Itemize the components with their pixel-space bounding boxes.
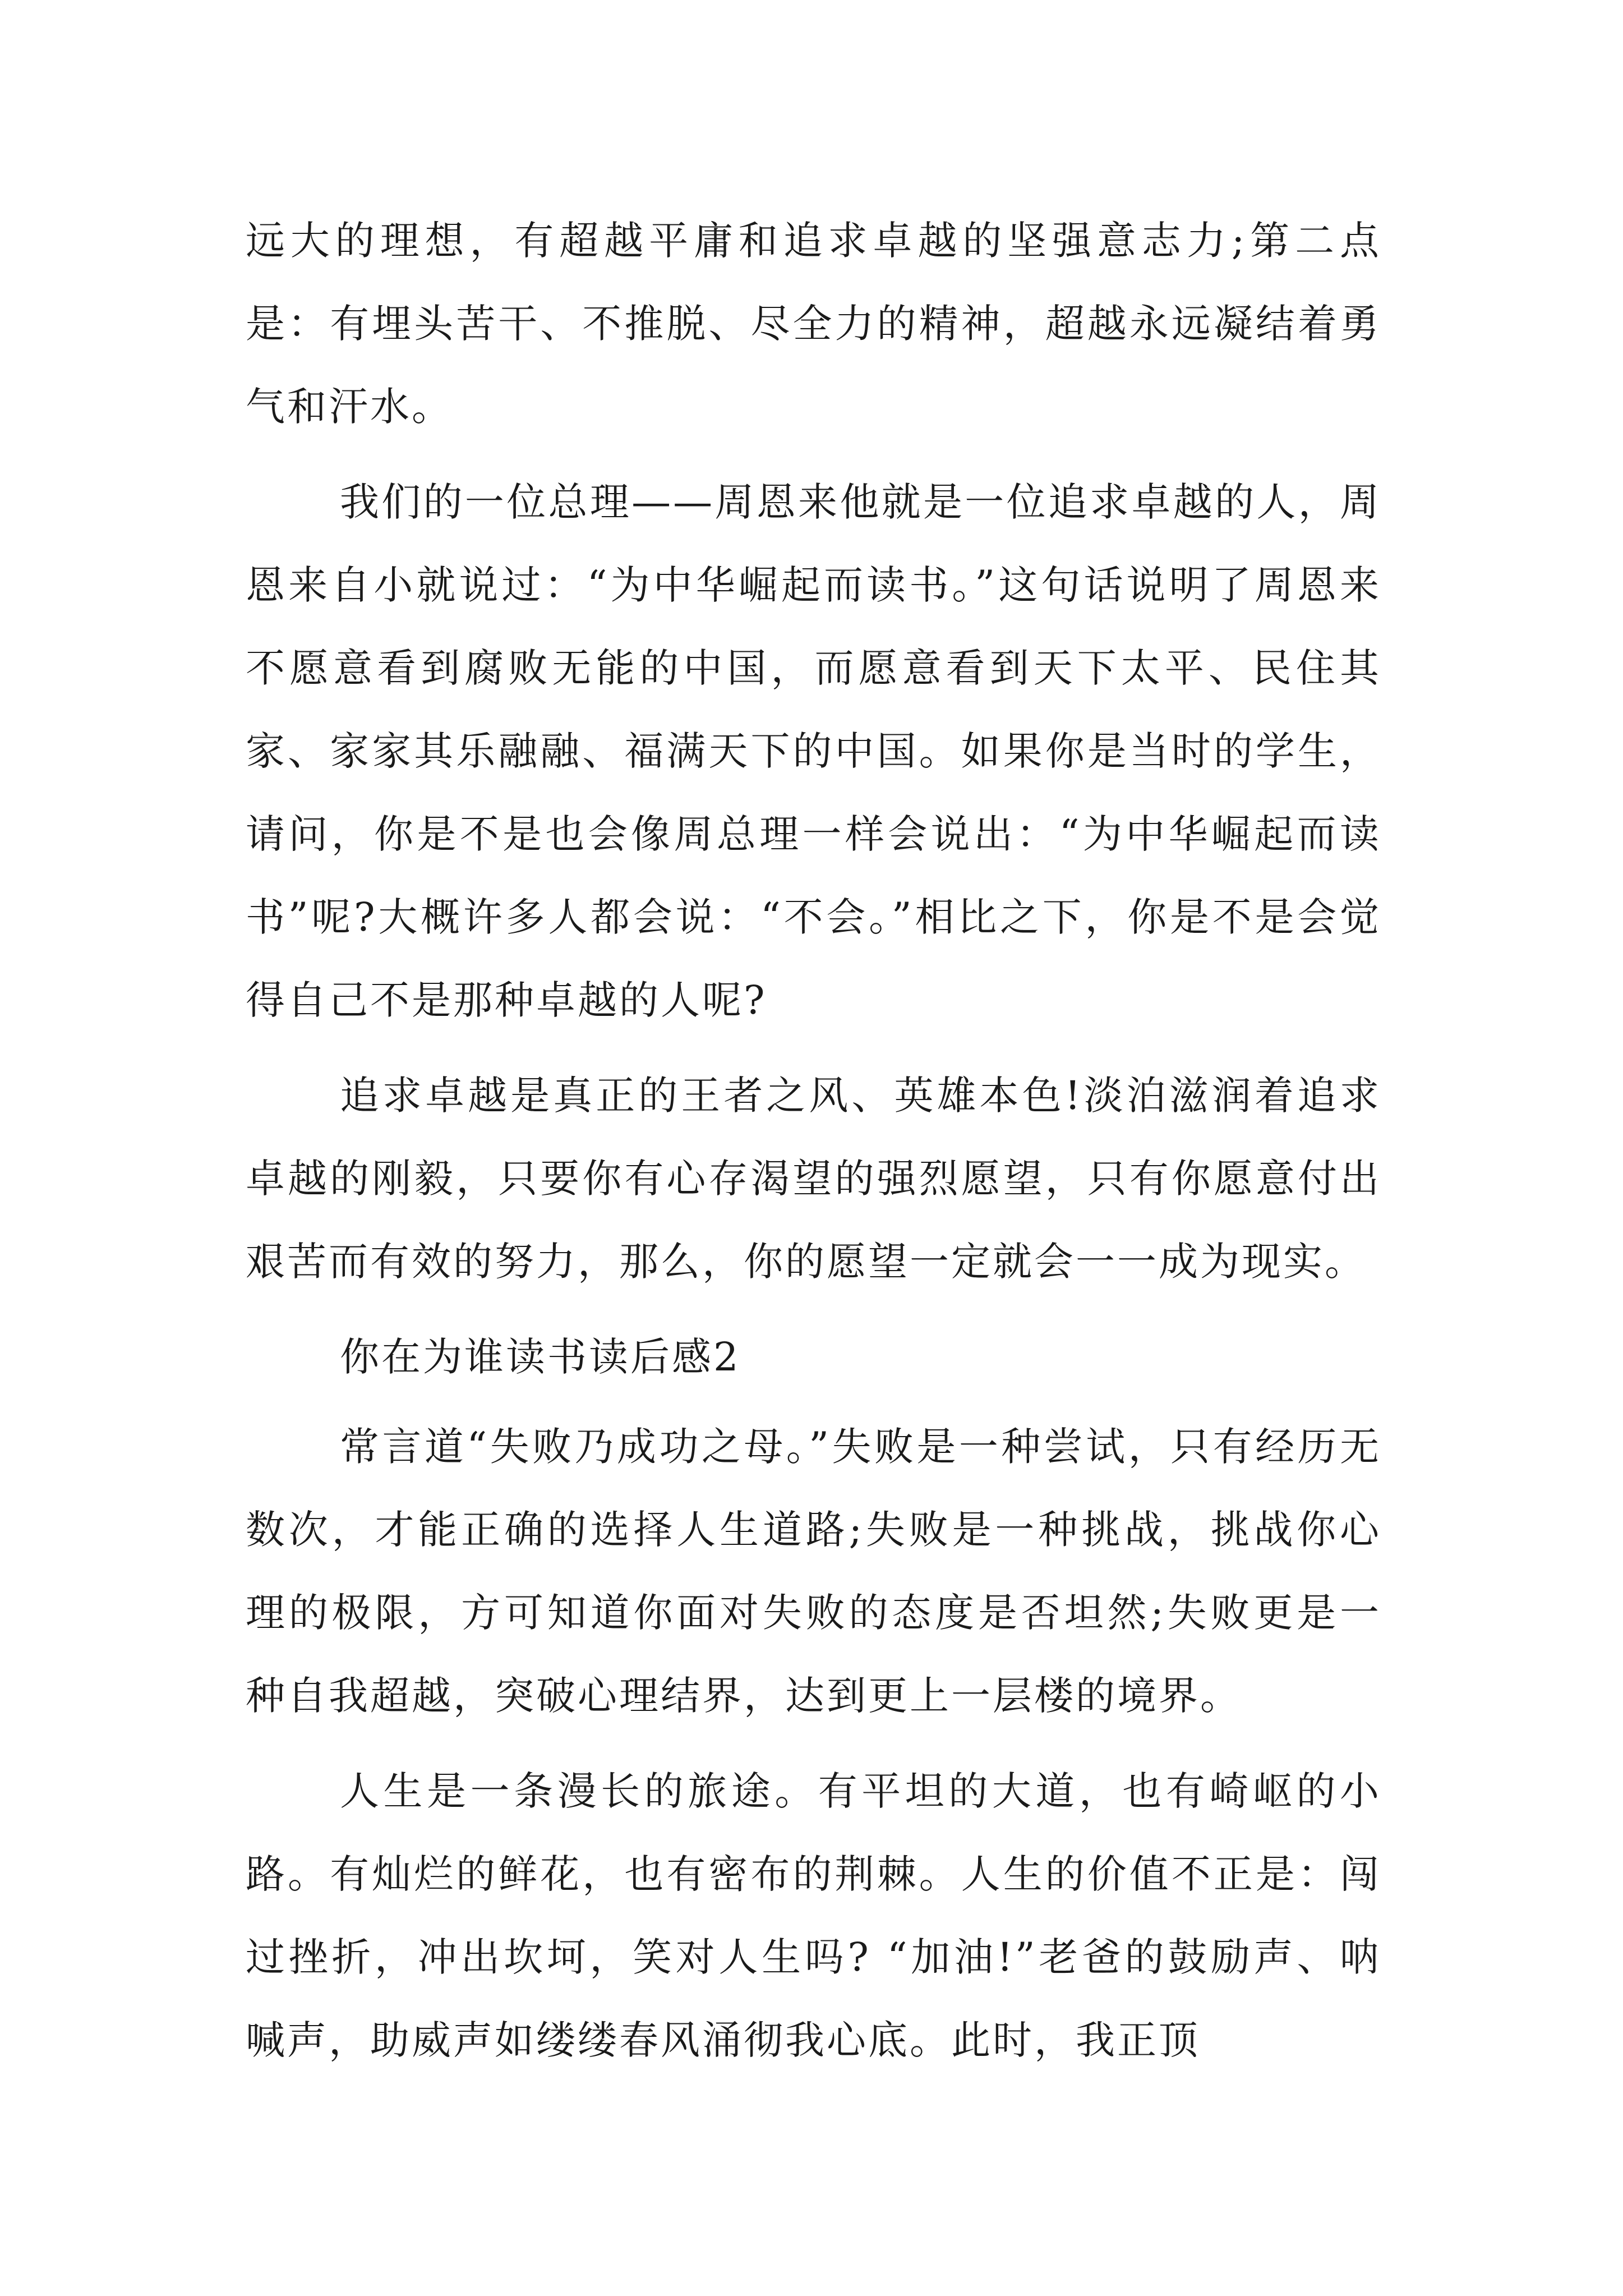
document-body <box>246 199 1381 2094</box>
section-heading: 你在为谁读书读后感2 <box>340 1334 741 1380</box>
paragraph-1: 远大的理想，有超越平庸和追求卓越的坚强意志力;第二点是：有埋头苦干、不推脱、尽全力的精神，超越永远凝结着勇气和汗水。 <box>246 218 1381 430</box>
paragraph-4: 常言道“失败乃成功之母。”失败是一种尝试，只有经历无数次，才能正确的选择人生道路;失败是一种挑战，挑战你心理的极限，方可知道你面对失败的态度是否坦然;失败更是一种自我超越，突破心理结界，达到更上一层楼的境界。 <box>246 1424 1381 1719</box>
paragraph-5: 人生是一条漫长的旅途。有平坦的大道，也有崎岖的小路。有灿烂的鲜花，也有密布的荆棘。人生的价值不正是：闯过挫折，冲出坎坷，笑对人生吗? “加油!”老爸的鼓励声、呐喊声，助威声如缕缕春风涌彻我心底。此时，我正顶 <box>246 1768 1381 2063</box>
paragraph-3: 追求卓越是真正的王者之风、英雄本色!淡泊滋润着追求卓越的刚毅，只要你有心存渴望的强烈愿望，只有你愿意付出艰苦而有效的努力，那么，你的愿望一定就会一一成为现实。 <box>246 1073 1381 1285</box>
paragraph-2: 我们的一位总理——周恩来他就是一位追求卓越的人，周恩来自小就说过：“为中华崛起而读书。”这句话说明了周恩来不愿意看到腐败无能的中国，而愿意看到天下太平、民住其家、家家其乐融融、福满天下的中国。如果你是当时的学生，请问，你是不是也会像周总理一样会说出：“为中华崛起而读书”呢?大概许多人都会说：“不会。”相比之下，你是不是会觉得自己不是那种卓越的人呢? <box>246 479 1381 1023</box>
